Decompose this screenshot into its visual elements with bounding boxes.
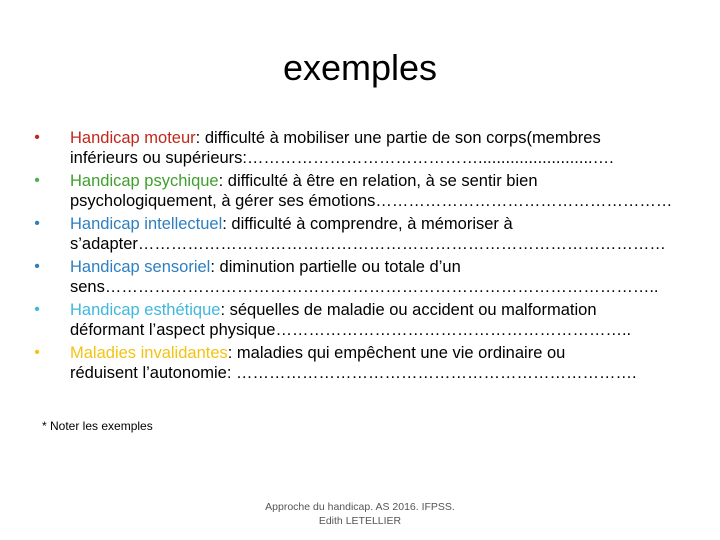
bullet-term: Handicap psychique [70, 172, 219, 190]
bullet-item-intellectuel [30, 214, 690, 254]
bullet-icon: • [34, 258, 40, 275]
note-text: * Noter les exemples [42, 419, 153, 433]
bullet-text-continuation: s’adapter…………………………………………………………………………………… [70, 235, 666, 253]
bullet-text-continuation: inférieurs ou supérieurs:…………………………………….........................…. [70, 149, 614, 167]
bullet-term: Handicap esthétique [70, 301, 221, 319]
bullet-item-moteur [30, 128, 690, 168]
bullet-term: Handicap intellectuel [70, 215, 223, 233]
bullet-text: : difficulté à être en relation, à se sentir bien [218, 172, 538, 190]
bullet-term: Handicap sensoriel [70, 258, 211, 276]
footer-line-2: Edith LETELLIER [318, 515, 402, 527]
footer-line-1: Approche du handicap. AS 2016. IFPSS. [265, 501, 455, 513]
bullet-list [30, 128, 690, 386]
bullet-text: : difficulté à mobiliser une partie de son corps(membres [195, 129, 601, 147]
bullet-icon: • [34, 344, 40, 361]
bullet-icon: • [34, 129, 40, 146]
bullet-term: Maladies invalidantes [70, 344, 228, 362]
bullet-term: Handicap moteur [70, 129, 196, 147]
bullet-text: : difficulté à comprendre, à mémoriser à [222, 215, 513, 233]
bullet-text: : diminution partielle ou totale d’un [210, 258, 461, 276]
bullet-item-sensoriel [30, 257, 690, 297]
bullet-text-continuation: déformant l’aspect physique……………………………………………………….. [70, 321, 632, 339]
bullet-icon: • [34, 215, 40, 232]
slide-title: exemples [282, 47, 438, 88]
bullet-icon: • [34, 301, 40, 318]
bullet-text-continuation: sens……………………………………………………………………………………….. [70, 278, 659, 296]
bullet-text-continuation: réduisent l’autonomie: ………………………………………………………………. [70, 364, 637, 382]
bullet-icon: • [34, 172, 40, 189]
bullet-text: : séquelles de maladie ou accident ou malformation [220, 301, 597, 319]
bullet-item-psychique [30, 171, 690, 211]
bullet-item-esthetique [30, 300, 690, 340]
bullet-item-maladies [30, 343, 690, 383]
bullet-text: : maladies qui empêchent une vie ordinaire ou [227, 344, 566, 362]
bullet-text-continuation: psychologiquement, à gérer ses émotions……………………………………………… [70, 192, 673, 210]
slide-footer [210, 500, 510, 528]
